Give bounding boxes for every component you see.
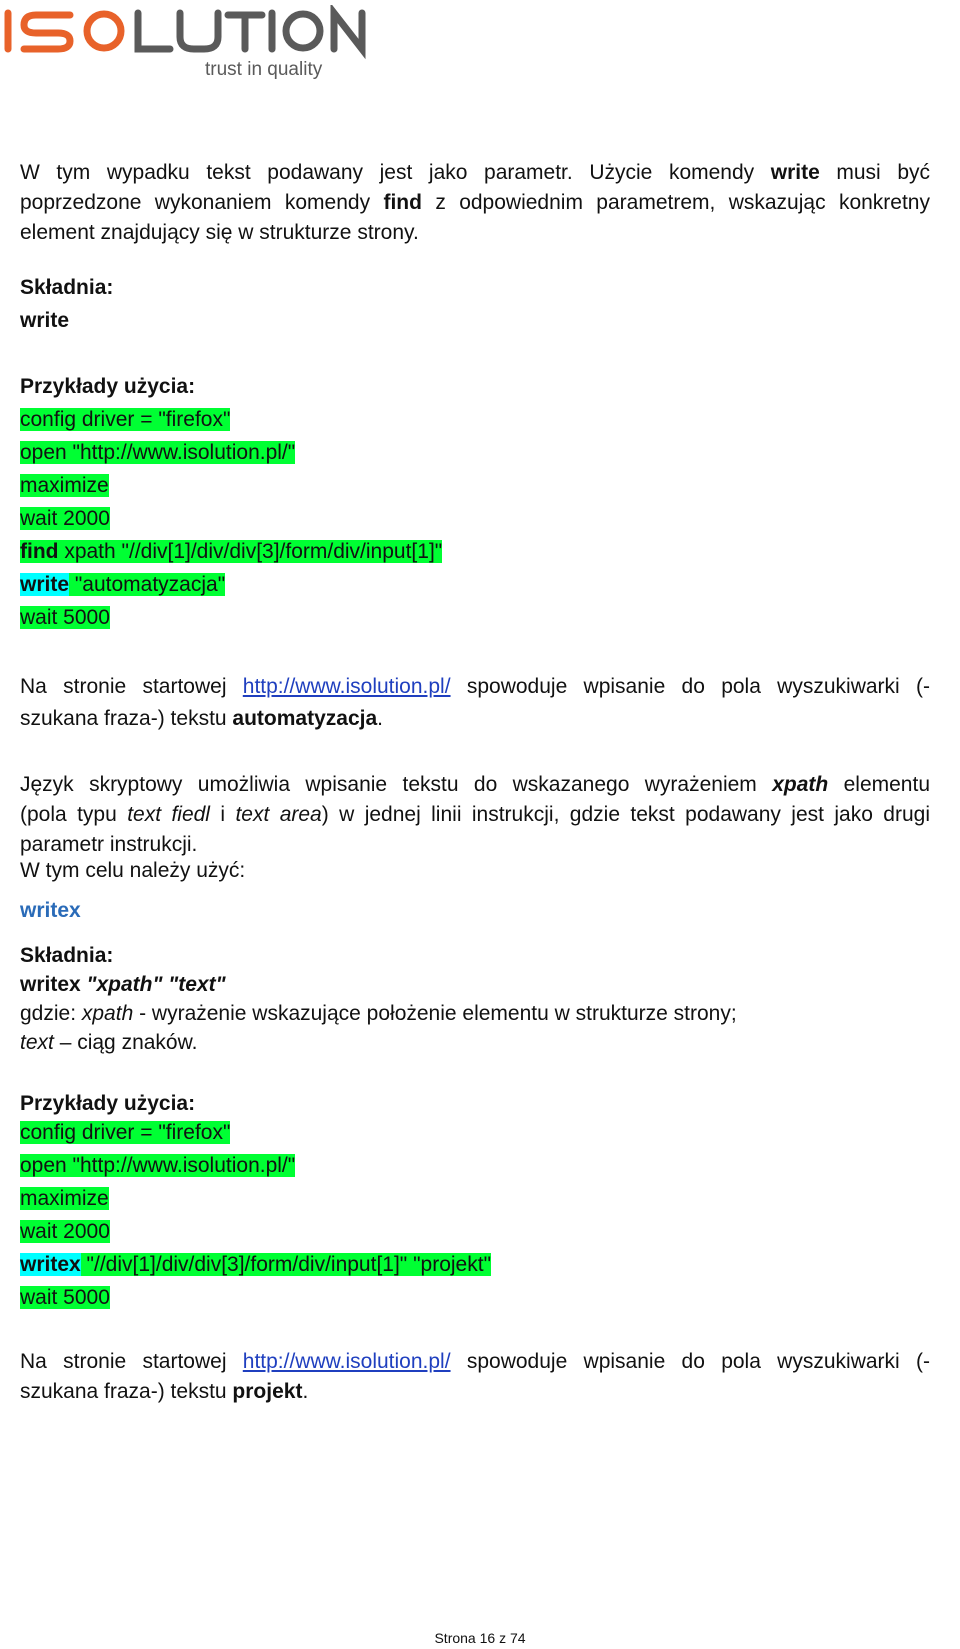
examples-heading: Przykłady użycia: xyxy=(20,1092,196,1115)
syntax-heading: Składnia: xyxy=(20,276,114,299)
intro-paragraph: W tym wypadku tekst podawany jest jako parametr. Użycie komendy write musi być poprzedzone wykonaniem komendy find z odpowiednim parametrem, wskazując konkretny element znajdujący się w strukturze strony. xyxy=(20,161,930,244)
code-line-open: open "http://www.isolution.pl/" xyxy=(20,1154,296,1177)
examples-heading: Przykłady użycia: xyxy=(20,375,196,398)
syntax-heading: Składnia: xyxy=(20,944,114,967)
writex-command: writex xyxy=(20,899,81,922)
code-line-wait: wait 5000 xyxy=(20,606,110,629)
syntax-where: gdzie: xpath - wyrażenie wskazujące położenie elementu w strukturze strony; xyxy=(20,1002,737,1025)
code-line-find: find xpath "//div[1]/div/div[3]/form/div/input[1]" xyxy=(20,540,443,563)
code-line-writex: writex "//div[1]/div/div[3]/form/div/input[1]" "projekt" xyxy=(20,1253,492,1276)
result-paragraph: Na stronie startowej http://www.isolution.pl/ spowoduje wpisanie do pola wyszukiwarki (- szukana fraza-) tekstu projekt. xyxy=(20,1350,930,1403)
result-paragraph: Na stronie startowej http://www.isolution.pl/ spowoduje wpisanie do pola wyszukiwarki (- szukana fraza-) tekstu automatyzacja. xyxy=(20,675,930,730)
code-line-wait: wait 2000 xyxy=(20,1220,110,1243)
code-line-open: open "http://www.isolution.pl/" xyxy=(20,441,296,464)
isolution-logo xyxy=(0,5,370,80)
code-line-config: config driver = "firefox" xyxy=(20,408,231,431)
syntax-text-desc: text – ciąg znaków. xyxy=(20,1031,198,1054)
writex-intro-paragraph: Język skryptowy umożliwia wpisanie tekstu do wskazanego wyrażeniem xpath elementu (pola typu text fiedl i text area) w jednej linii instrukcji, gdzie tekst podawany jest jako drugi parametr instrukcji. xyxy=(20,773,930,856)
code-line-write: write "automatyzacja" xyxy=(20,573,226,596)
code-line-maximize: maximize xyxy=(20,1187,109,1210)
code-line-wait: wait 2000 xyxy=(20,507,110,530)
code-line-wait: wait 5000 xyxy=(20,1286,110,1309)
syntax-value: write xyxy=(20,309,70,332)
instruction-text: W tym celu należy użyć: xyxy=(20,859,246,882)
syntax-value: writex "xpath" "text" xyxy=(20,973,226,996)
svg-text:trust in quality: trust in quality xyxy=(205,59,323,80)
page-number: Strona 16 z 74 xyxy=(434,1630,526,1646)
isolution-link[interactable]: http://www.isolution.pl/ xyxy=(242,1350,451,1373)
code-line-maximize: maximize xyxy=(20,474,109,497)
isolution-link[interactable]: http://www.isolution.pl/ xyxy=(242,675,451,698)
code-line-config: config driver = "firefox" xyxy=(20,1121,231,1144)
